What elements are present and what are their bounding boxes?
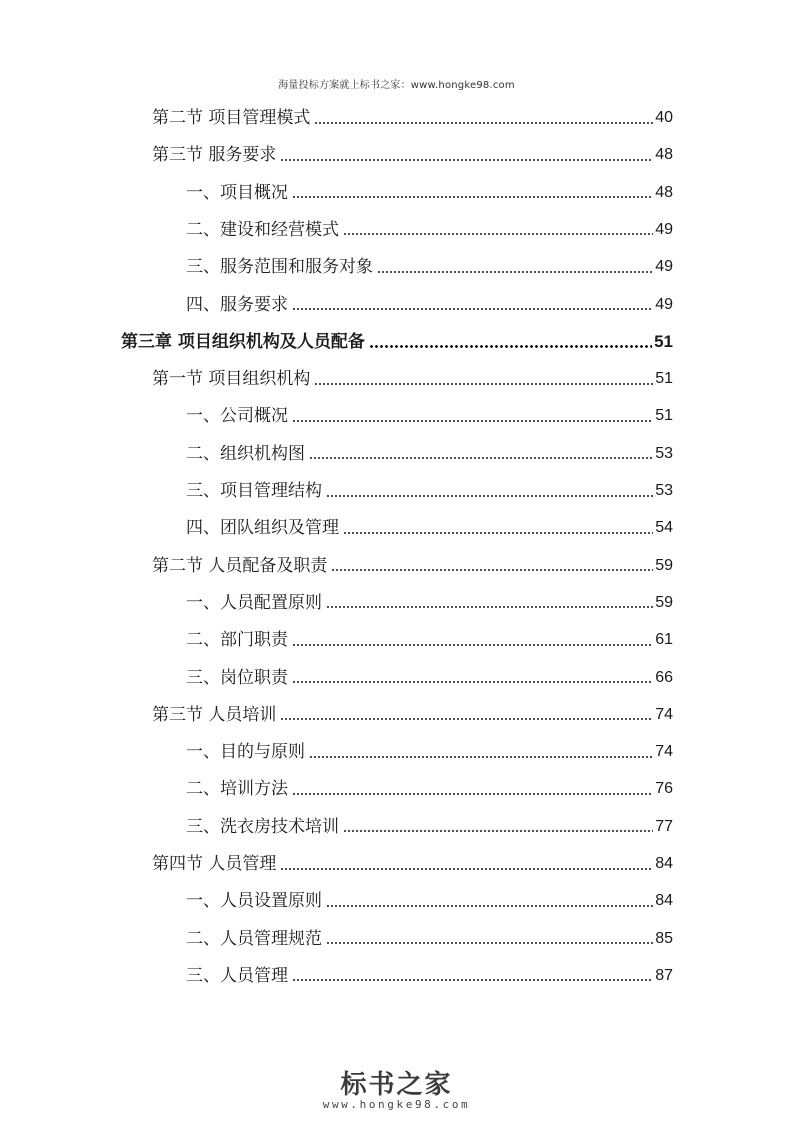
toc-entry-page-number: 40	[655, 109, 673, 126]
toc-entry-page-number: 77	[655, 817, 673, 835]
toc-entry[interactable]	[152, 140, 673, 170]
toc-entry-page-number: 49	[655, 220, 673, 238]
toc-entry-title: 第一节 项目组织机构	[152, 369, 311, 390]
toc-entry[interactable]	[186, 774, 673, 804]
toc-entry-page-number: 74	[655, 705, 673, 723]
toc-entry[interactable]	[186, 513, 673, 543]
toc-entry-page-number: 53	[655, 444, 673, 462]
toc-entry-title: 第二节 人员配备及职责	[152, 555, 328, 576]
toc-entry-title: 一、人员设置原则	[186, 891, 322, 912]
toc-entry[interactable]	[186, 401, 673, 431]
toc-entry-title: 第三节 人员培训	[152, 704, 277, 725]
toc-entry-page-number: 61	[655, 631, 673, 649]
toc-entry-title: 二、培训方法	[186, 779, 288, 800]
toc-entry-title: 第二节 项目管理模式	[152, 108, 311, 128]
toc-entry[interactable]	[186, 961, 673, 991]
footer-url: www.hongke98.com	[322, 1098, 471, 1111]
toc-dot-leader	[309, 457, 653, 459]
toc-entry[interactable]	[186, 178, 673, 208]
toc-entry-title: 一、公司概况	[186, 406, 288, 427]
toc-entry-title: 四、服务要求	[186, 294, 288, 315]
toc-entry[interactable]	[152, 364, 673, 394]
toc-entry[interactable]	[186, 215, 673, 245]
toc-entry[interactable]	[186, 625, 673, 655]
toc-entry-title: 二、组织机构图	[186, 443, 305, 464]
toc-entry-page-number: 76	[655, 780, 673, 798]
toc-dot-leader	[326, 495, 653, 497]
toc-entry-title: 一、目的与原则	[186, 742, 305, 763]
toc-entry-page-number: 84	[655, 855, 673, 872]
toc-entry-page-number: 48	[655, 146, 673, 164]
toc-entry-title: 三、人员管理	[186, 965, 288, 986]
toc-dot-leader	[309, 756, 653, 758]
toc-dot-leader	[314, 122, 653, 124]
toc-entry[interactable]	[186, 439, 673, 469]
toc-entry-title: 第三章 项目组织机构及人员配备	[121, 331, 365, 352]
toc-entry[interactable]	[186, 588, 673, 618]
toc-entry[interactable]	[186, 924, 673, 954]
toc-dot-leader	[292, 979, 653, 981]
toc-entry[interactable]	[152, 103, 673, 133]
toc-entry[interactable]	[152, 849, 673, 879]
toc-entry-title: 二、部门职责	[186, 630, 288, 651]
toc-dot-leader	[343, 830, 653, 832]
toc-entry-title: 第三节 服务要求	[152, 145, 277, 166]
toc-entry[interactable]	[186, 812, 673, 842]
toc-dot-leader	[331, 569, 653, 571]
toc-entry-title: 三、服务范围和服务对象	[186, 257, 373, 278]
toc-entry-title: 一、人员配置原则	[186, 592, 322, 613]
toc-entry-page-number: 59	[655, 556, 673, 574]
toc-dot-leader	[292, 420, 653, 422]
toc-dot-leader	[292, 644, 653, 646]
toc-entry[interactable]	[121, 327, 673, 357]
toc-entry-page-number: 54	[655, 519, 673, 537]
toc-dot-leader	[292, 793, 653, 795]
toc-entry-page-number: 53	[655, 482, 673, 499]
toc-dot-leader	[326, 942, 653, 944]
toc-entry-page-number: 84	[655, 892, 673, 910]
toc-entry-page-number: 87	[655, 966, 673, 984]
toc-dot-leader	[280, 868, 653, 870]
toc-entry-title: 二、人员管理规范	[186, 928, 322, 949]
toc-entry[interactable]	[186, 252, 673, 282]
toc-entry-page-number: 51	[655, 407, 673, 425]
toc-dot-leader	[314, 383, 653, 385]
toc-entry-title: 四、团队组织及管理	[186, 518, 339, 539]
toc-dot-leader	[292, 308, 653, 310]
toc-entry[interactable]	[186, 476, 673, 506]
toc-entry-page-number: 51	[655, 370, 673, 388]
toc-entry[interactable]	[186, 290, 673, 320]
toc-entry-page-number: 49	[655, 258, 673, 276]
toc-dot-leader	[292, 681, 653, 683]
toc-entry-page-number: 59	[655, 593, 673, 611]
toc-entry[interactable]	[152, 551, 673, 581]
toc-entry[interactable]	[186, 886, 673, 916]
toc-entry-page-number: 51	[654, 331, 673, 351]
toc-entry-title: 一、项目概况	[186, 182, 288, 203]
toc-dot-leader	[280, 159, 653, 161]
footer-logo: 标书之家	[340, 1070, 453, 1100]
toc-dot-leader	[369, 345, 652, 348]
toc-entry-page-number: 74	[655, 743, 673, 761]
toc-dot-leader	[326, 905, 653, 907]
toc-entry-page-number: 85	[655, 929, 673, 947]
toc-entry[interactable]	[186, 737, 673, 767]
toc-entry-page-number: 49	[655, 295, 673, 313]
toc-dot-leader	[377, 271, 653, 273]
toc-entry-title: 第四节 人员管理	[152, 854, 277, 874]
toc-dot-leader	[280, 718, 653, 720]
page-header: 海量投标方案就上标书之家：www.hongke98.com	[278, 80, 515, 91]
toc-dot-leader	[343, 532, 653, 534]
toc-entry-title: 二、建设和经营模式	[186, 219, 339, 240]
toc-entry-title: 三、洗衣房技术培训	[186, 816, 339, 837]
toc-dot-leader	[292, 196, 653, 198]
toc-entry-page-number: 66	[655, 668, 673, 686]
toc-dot-leader	[343, 233, 653, 235]
toc-entry[interactable]	[186, 663, 673, 693]
toc-dot-leader	[326, 606, 653, 608]
toc-entry-title: 三、岗位职责	[186, 667, 288, 688]
toc-entry[interactable]	[152, 700, 673, 730]
toc-entry-title: 三、项目管理结构	[186, 481, 322, 501]
toc-entry-page-number: 48	[655, 183, 673, 201]
